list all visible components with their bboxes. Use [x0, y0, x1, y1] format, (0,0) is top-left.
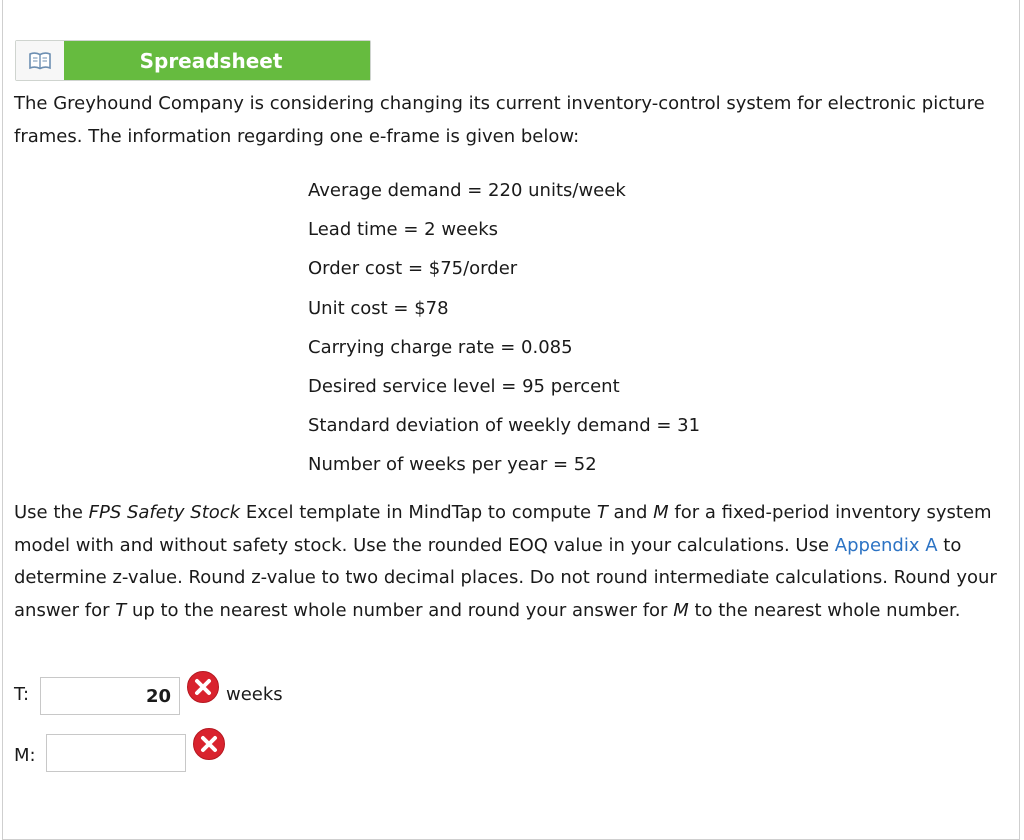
given-carrying-charge: Carrying charge rate = 0.085	[308, 336, 573, 358]
instructions-text: to determine z-value. Round z-value to two decimal places. Do not round intermediate calculations. Round your answer for	[14, 534, 997, 622]
instructions-paragraph	[14, 497, 1014, 628]
incorrect-icon	[192, 727, 226, 761]
var-t: T	[596, 502, 608, 523]
incorrect-icon	[186, 670, 220, 704]
m-input[interactable]	[46, 734, 186, 772]
var-m: M	[673, 600, 689, 622]
given-weeks-per-year: Number of weeks per year = 52	[308, 454, 597, 476]
given-std-deviation: Standard deviation of weekly demand = 31	[308, 415, 701, 437]
instructions-text: for a fixed-period inventory system model with and without safety stock. Use the rounded EOQ value in your calculations. Use	[14, 502, 992, 556]
instructions-text: up to the nearest whole number and round your answer for	[126, 600, 674, 622]
t-unit: weeks	[226, 684, 283, 705]
given-order-cost: Order cost = $75/order	[308, 258, 518, 280]
m-label: M:	[14, 745, 36, 766]
given-unit-cost: Unit cost = $78	[308, 297, 449, 319]
instructions-text: to the nearest whole number.	[688, 600, 961, 622]
t-label: T:	[14, 684, 30, 705]
instructions-text: and	[607, 502, 654, 523]
book-icon	[16, 41, 64, 80]
instructions-text: Excel template in MindTap to compute	[240, 502, 597, 523]
given-lead-time: Lead time = 2 weeks	[308, 219, 499, 241]
spreadsheet-button-label: Spreadsheet	[64, 41, 370, 80]
spreadsheet-button[interactable]	[15, 40, 371, 81]
appendix-a-link[interactable]: Appendix A	[834, 534, 938, 556]
instructions-text: Use the	[14, 502, 89, 523]
given-service-level: Desired service level = 95 percent	[308, 375, 620, 397]
t-input[interactable]	[40, 677, 180, 715]
var-m: M	[653, 502, 669, 523]
var-t: T	[115, 600, 127, 622]
given-average-demand: Average demand = 220 units/week	[308, 180, 626, 201]
intro-paragraph: The Greyhound Company is considering changing its current inventory-control system for electronic picture frames. The information regarding one e-frame is given below:	[14, 93, 985, 147]
template-name: FPS Safety Stock	[88, 502, 241, 523]
given-data-list	[308, 176, 700, 490]
